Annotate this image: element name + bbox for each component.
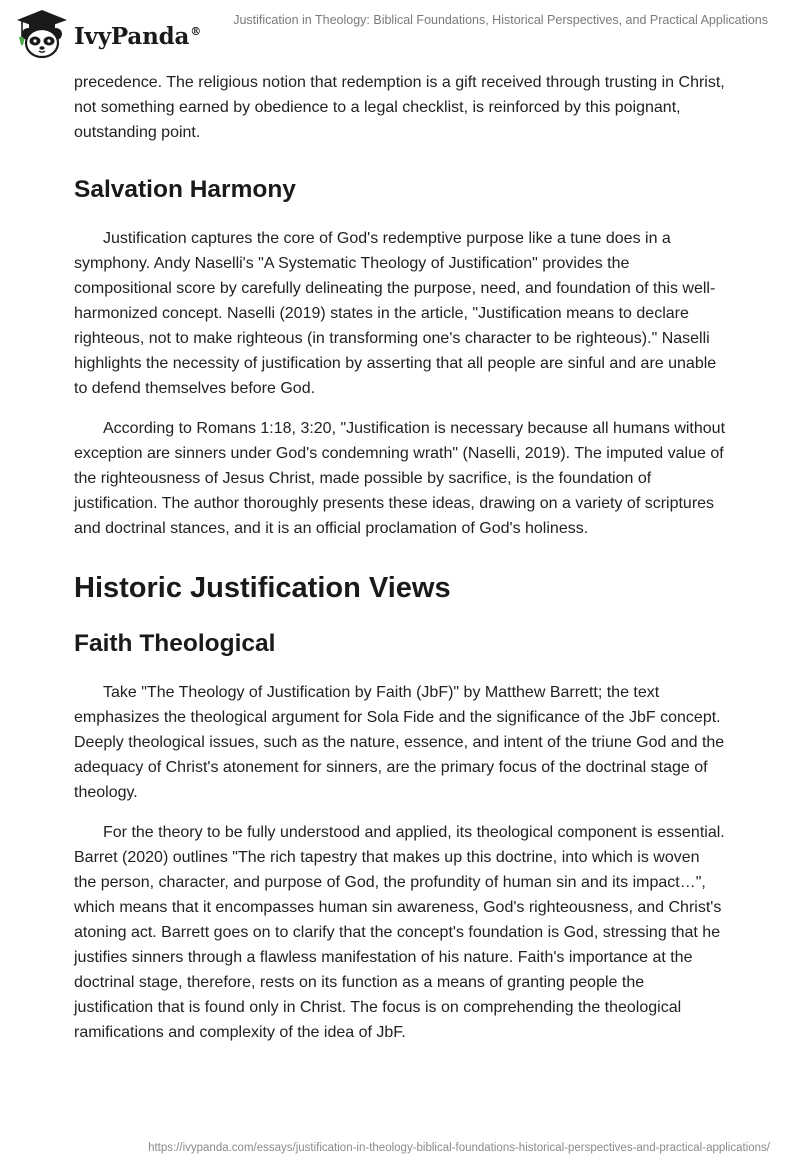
logo-name: IvyPanda <box>74 22 190 50</box>
paragraph: Justification captures the core of God's redemptive purpose like a tune does in a symphony. Andy Naselli's "A Systematic Theology of Justification" provides the compositional score by carefully delineating the purpose, need, and foundation of this well-harmonized concept. Naselli (2019) states in the article, "Justification means to declare righteous, not to make righteous (in transforming one's character to be righteous)." Naselli highlights the necessity of justification by asserting that all people are sinful and are unable to defend themselves before God. <box>74 230 717 397</box>
essay-body <box>74 70 726 1045</box>
panda-graduate-icon <box>14 7 70 59</box>
page-header <box>0 0 800 72</box>
ivypanda-logo[interactable] <box>14 7 201 59</box>
logo-wordmark <box>74 23 201 50</box>
paragraph: Take "The Theology of Justification by Faith (JbF)" by Matthew Barrett; the text emphasizes the theological argument for Sola Fide and the significance of the JbF concept. Deeply theological issues, such as the nature, essence, and intent of the triune God and the adequacy of Christ's atonement for sinners, are the primary focus of the doctrinal stage of theology. <box>74 684 725 801</box>
paragraph: For the theory to be fully understood and applied, its theological component is essential. Barret (2020) outlines "The rich tapestry that makes up this doctrine, into which is woven the person, character, and purpose of God, the profundity of human sin and its impact…", which means that it encompasses human sin awareness, God's righteousness, and Christ's atoning act. Barrett goes on to clarify that the concept's foundation is God, stressing that he justifies sinners through a flawless manifestation of his nature. Faith's importance at the doctrinal stage, therefore, rests on its function as a means of granting people the justification that is found only in Christ. The focus is on comprehending the theological ramifications and complexity of the idea of JbF. <box>74 824 725 1041</box>
paragraph: According to Romans 1:18, 3:20, "Justification is necessary because all humans without exception are sinners under God's condemning wrath" (Naselli, 2019). The imputed value of the righteousness of Jesus Christ, made possible by sacrifice, is the foundation of justification. The author thoroughly presents these ideas, drawing on a variety of scriptures and doctrinal stances, and it is an official proclamation of God's holiness. <box>74 420 726 537</box>
registered-mark: ® <box>190 24 201 38</box>
paragraph-continuation: precedence. The religious notion that redemption is a gift received through trusting in Christ, not something earned by obedience to a legal checklist, is reinforced by this poignant, outstanding point. <box>74 74 725 141</box>
source-url[interactable]: https://ivypanda.com/essays/justification-in-theology-biblical-foundations-historical-perspectives-and-practical-applications/ <box>148 1142 770 1154</box>
heading-faith-theological: Faith Theological <box>74 630 276 657</box>
heading-historic-justification-views: Historic Justification Views <box>74 572 451 604</box>
heading-salvation-harmony: Salvation Harmony <box>74 176 296 203</box>
document-title: Justification in Theology: Biblical Foundations, Historical Perspectives, and Practical Applications <box>233 13 768 27</box>
